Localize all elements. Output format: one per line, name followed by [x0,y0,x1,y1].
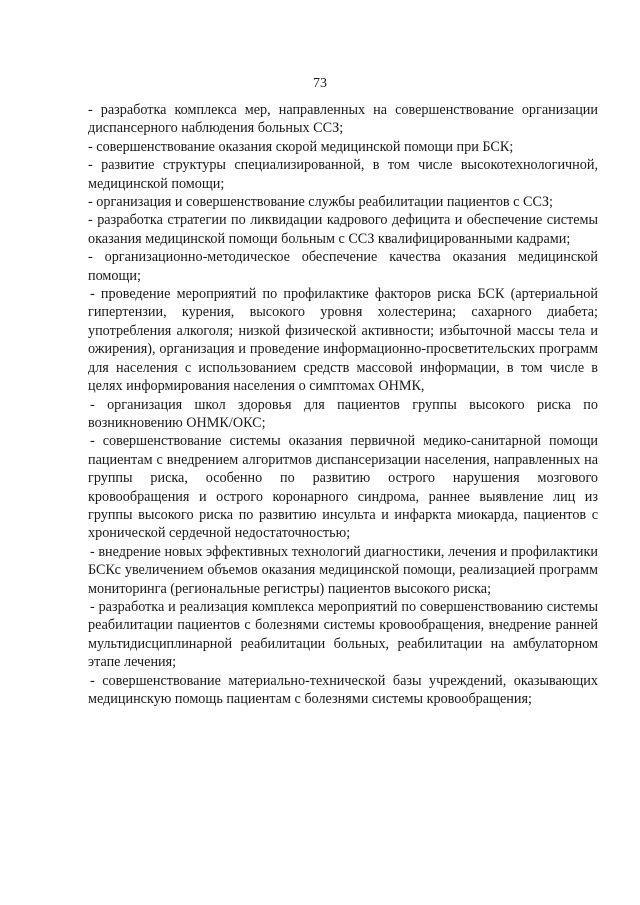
list-item: - совершенствование системы оказания первичной медико-санитарной помощи пациентам с внедрением алгоритмов диспансеризации населения, направленных на группы риска, особенно по развитию острого нарушения мозгового кровообращения и острого коронарного синдрома, раннее выявление лиц из группы высокого риска по развитию инсульта и инфаркта миокарда, пациентов с хронической сердечной недостаточностью; [88,433,598,542]
list-item: - разработка комплекса мер, направленных на совершенствование организации диспансерного наблюдения больных ССЗ; [88,102,598,137]
list-item: - проведение мероприятий по профилактике факторов риска БСК (артериальной гипертензии, курения, высокого уровня холестерина; сахарного диабета; употребления алкоголя; низкой физической активности; избыточной массы тела и ожирения), организация и проведение информационно-просветительских программ для населения с использованием средств массовой информации, в том числе в целях информирования населения о симптомах ОНМК, [88,286,598,395]
list-item: - организация и совершенствование службы реабилитации пациентов с ССЗ; [88,194,553,211]
page-number: 73 [313,76,327,91]
list-item: - внедрение новых эффективных технологий диагностики, лечения и профилактики БСКс увеличением объемов оказания медицинской помощи, реализацией программ мониторинга (региональные регистры) пациентов высокого риска; [88,543,598,597]
page-body [88,101,598,708]
list-item: - организация школ здоровья для пациентов группы высокого риска по возникновению ОНМК/ОКС; [88,396,598,431]
list-item: - разработка стратегии по ликвидации кадрового дефицита и обеспечение системы оказания медицинской помощи больным с ССЗ квалифицированными кадрами; [88,212,598,247]
list-item: - совершенствование оказания скорой медицинской помощи при БСК; [88,138,514,155]
list-item: - организационно-методическое обеспечение качества оказания медицинской помощи; [88,249,598,284]
list-item: - развитие структуры специализированной, в том числе высокотехнологичной, медицинской помощи; [88,157,598,192]
list-item: - разработка и реализация комплекса мероприятий по совершенствованию системы реабилитации пациентов с болезнями системы кровообращения, внедрение ранней мультидисциплинарной реабилитации больных, реабилитации на амбулаторном этапе лечения; [88,598,598,671]
list-item: - совершенствование материально-технической базы учреждений, оказывающих медицинскую помощь пациентам с болезнями системы кровообращения; [88,672,598,707]
